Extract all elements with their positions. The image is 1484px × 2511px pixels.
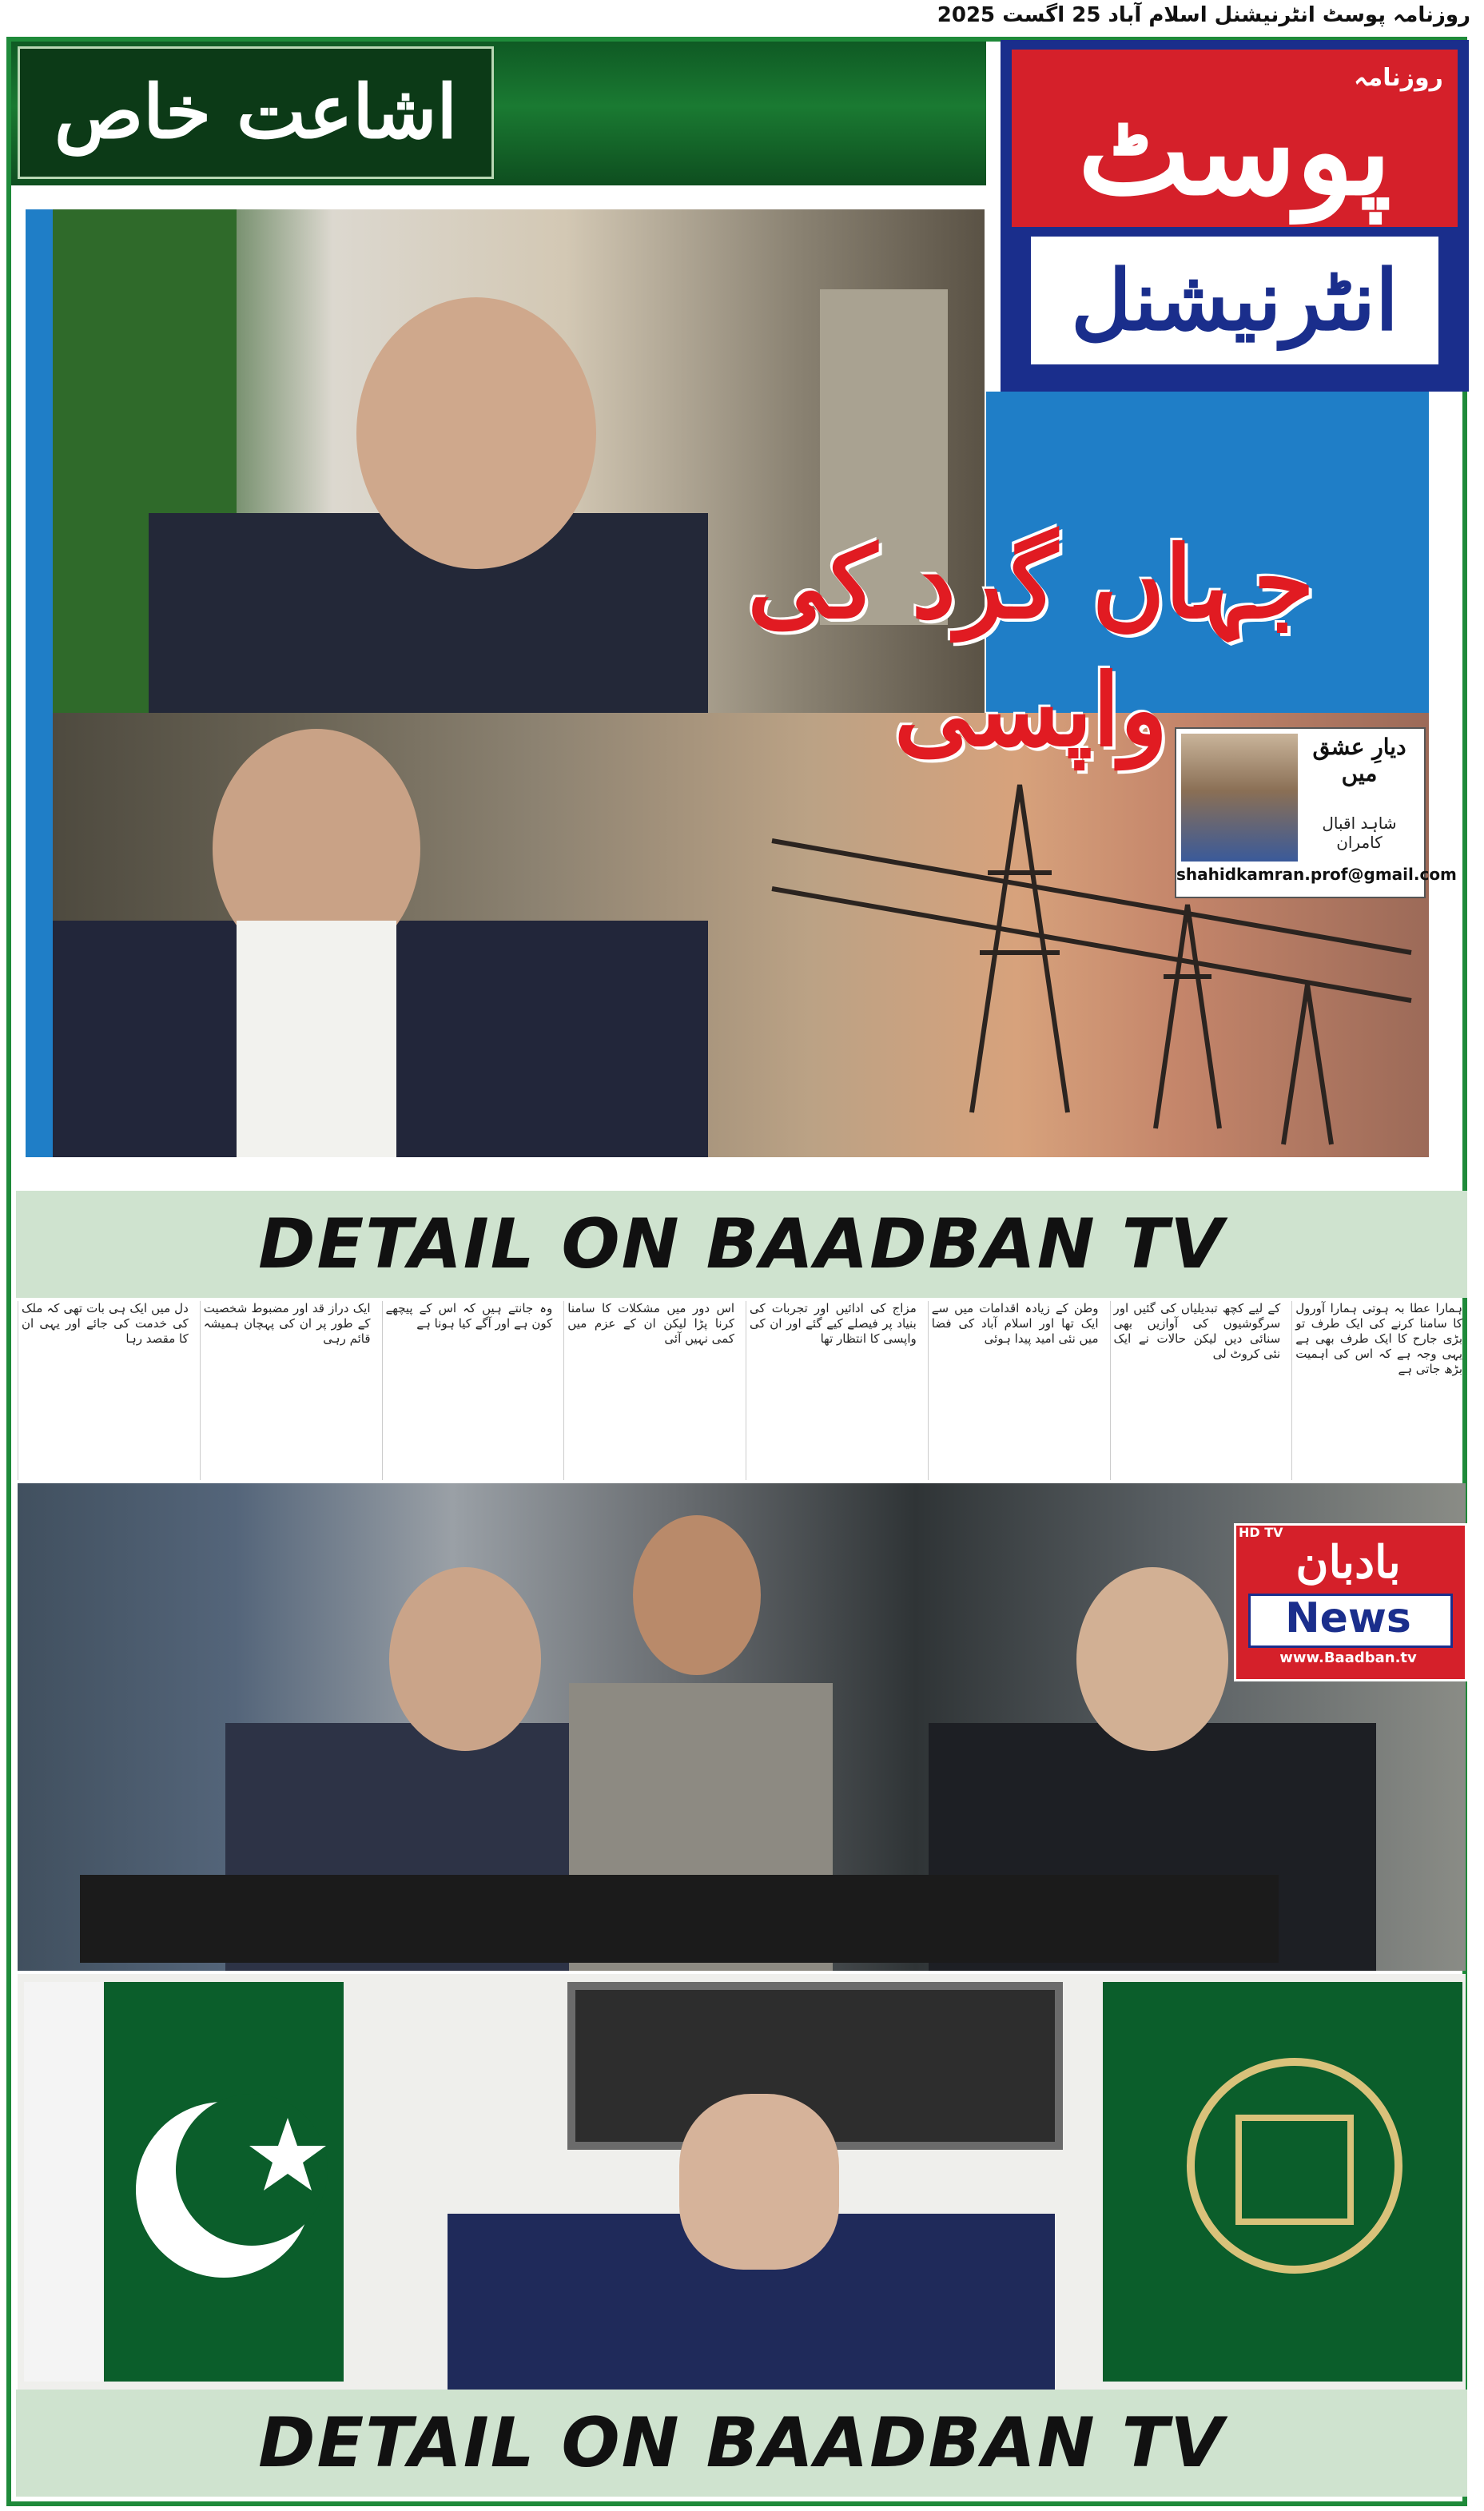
article-column: مزاج کی ادائیں اور تجربات کی بنیاد پر فیصلے کیے گئے اور ان کی واپسی کا انتظار تھا [746,1301,920,1480]
masthead-subtitle: انٹرنیشنل [1071,251,1398,349]
masthead-title: پوسٹ [1077,82,1392,222]
detail-banner-2-text: DETAIL ON BAADBAN TV [258,2403,1225,2483]
masthead-daily-label: روزنامہ [1354,64,1443,92]
article-column: وطن کے زیادہ اقدامات میں سے ایک تھا اور اسلام آباد کی فضا میں نئی امید پیدا ہوئی [928,1301,1102,1480]
emblem-wreath [1191,2062,1398,2270]
state-emblem-icon [1103,1982,1462,2382]
emblem-shield [1239,2118,1351,2222]
article-column: دل میں ایک ہی بات تھی کہ ملک کی خدمت کی جائے اور یہی ان کا مقصد رہا [18,1301,192,1480]
detail-banner-1-text: DETAIL ON BAADBAN TV [258,1204,1225,1284]
columnist-column-name: دیارِ عشق میں [1312,734,1406,786]
pylon-3 [1283,985,1331,1144]
right-person-face [1076,1567,1228,1751]
special-edition-title: اشاعت خاص [54,69,458,155]
podium [80,1875,1279,1963]
pylon-2 [1156,905,1219,1128]
article-column: وہ جانتے ہیں کہ اس کے پیچھے کون ہے اور آگے کیا ہونا ہے [382,1301,556,1480]
pylon-1 [972,785,1068,1112]
dateline: روزنامہ پوسٹ انٹرنیشنل اسلام آباد 25 اگست 2025 [937,3,1470,27]
baadban-hd-label: HD TV [1239,1525,1283,1540]
baadban-url: www.Baadban.tv [1279,1649,1417,1666]
face-shape [356,297,596,569]
person-face [679,2094,839,2270]
baadban-news-label: News [1285,1594,1411,1642]
article-column: اس دور میں مشکلات کا سامنا کرنا پڑا لیکن ان کے عزم میں کمی نہیں آئی [563,1301,738,1480]
pakistan-flag-white-band [24,1982,104,2382]
columnist-email: shahidkamran.prof@gmail.com [1176,865,1457,884]
article-columns [18,1301,1466,1480]
columnist-photo [1181,734,1298,862]
shirt-shape [237,921,396,1157]
speaker-face [389,1567,541,1751]
headline: جہاں گرد کی واپسی [747,525,1315,769]
columnist-author: شاہد اقبال کامران [1322,814,1397,852]
emblem-flag [1103,1982,1462,2382]
baadban-urdu-name: بادبان [1295,1536,1401,1589]
article-column: ایک دراز قد اور مضبوط شخصیت کے طور پر ان کی پہچان ہمیشہ قائم رہی [200,1301,374,1480]
article-column: ہمارا عطا بہ ہوتی ہمارا آورول کا سامنا کرنے کی ایک طرف تو بڑی جارح کا ایک طرف بھی ہے یہی وجہ ہے کہ اس کی اہمیت بڑھ جاتی ہے [1291,1301,1466,1480]
middle-person-face [633,1515,761,1675]
photo-left-border [26,209,53,1157]
article-column: کے لیے کچھ تبدیلیاں کی گئیں اور سرگوشیوں کی آوازیں بھی سنائی دیں لیکن حالات نے ایک نئی کروٹ لی [1110,1301,1284,1480]
